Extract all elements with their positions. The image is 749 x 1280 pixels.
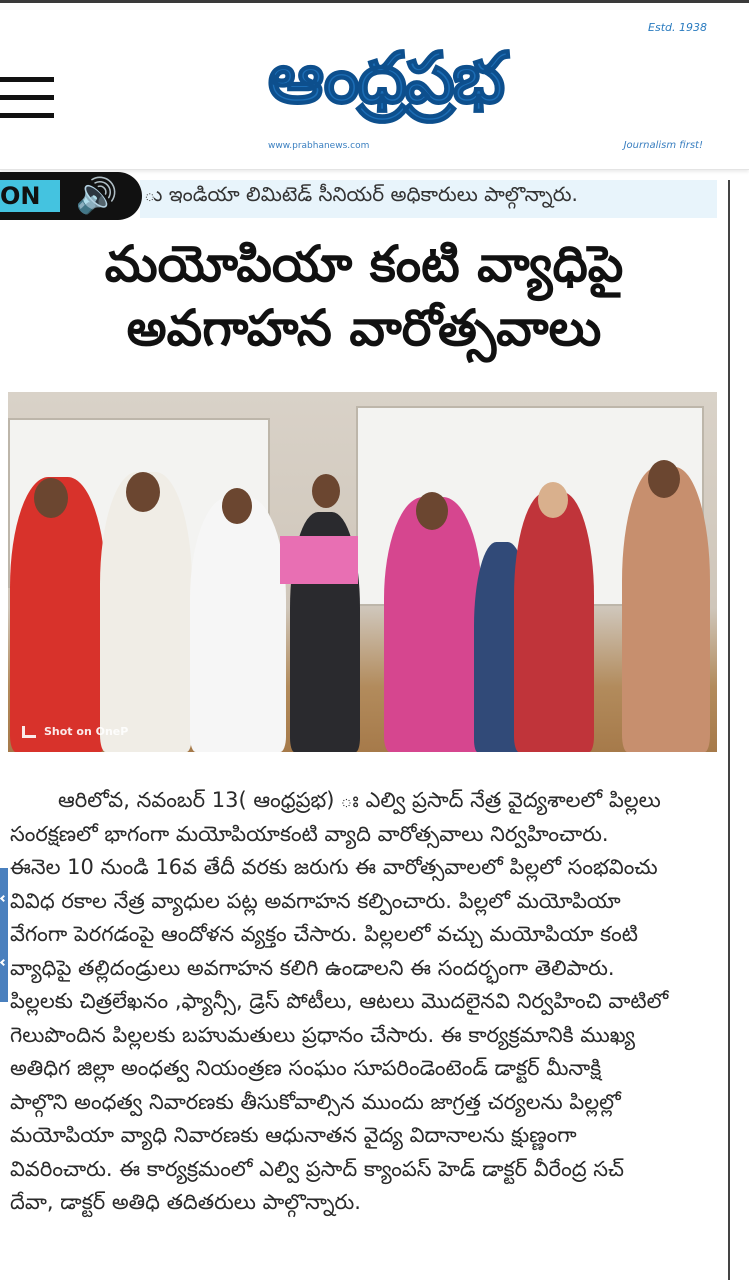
person-head <box>416 492 448 530</box>
article-line: అతిధిగ జిల్లా అంధత్వ నియంత్రణ సంఘం సూపరిండెంటెండ్ డాక్టర్ మీనాక్షి <box>10 1056 602 1080</box>
listen-label: ON <box>0 180 60 212</box>
person-head <box>126 472 160 512</box>
person-head <box>648 460 680 498</box>
watermark-text: Shot on OneP <box>44 725 129 738</box>
headline-line-2: అవగాహన వారోత్సవాలు <box>126 299 602 357</box>
chevron-left-icon <box>0 895 7 902</box>
app-header <box>0 3 749 170</box>
article-line: వివరించారు. ఈ కార్యక్రమంలో ఎల్వి ప్రసాద్ క్యాంపస్ హెడ్ డాక్టర్ వీరేంద్ర సచ్ <box>10 1156 624 1181</box>
chevron-left-icon <box>0 959 7 966</box>
article-line: పిల్లలకు చిత్రలేఖనం ,ఫ్యాన్సీ, డ్రెస్ పోటీలు, ఆటలు మొదలైనవి నిర్వహించి వాటిలో <box>10 989 669 1013</box>
listen-button[interactable] <box>0 172 142 220</box>
previous-article-strip: ు ఇండియా లిమిటెడ్ సీనియర్ అధికారులు పాల్గొన్నారు. <box>140 180 717 218</box>
newspaper-logo[interactable] <box>262 19 717 159</box>
established-year: Estd. 1938 <box>648 21 707 34</box>
article-line: సంరక్షణలో భాగంగా మయోపియాకంటి వ్యాది వారోత్సవాలు నిర్వహించారు. <box>10 821 609 846</box>
person <box>514 492 594 752</box>
speaker-icon: 🔊 <box>75 176 119 216</box>
article-headline <box>10 232 718 360</box>
article-line: ఈనెల 10 నుండి 16వ తేదీ వరకు జరుగు ఈ వారోత్సవాలలో పిల్లలో సంభవించు <box>10 855 658 879</box>
photo-watermark <box>22 725 128 738</box>
article-line: వ్యాధిపై తల్లిదండ్రులు అవగాహన కలిగి ఉండాలని ఈ సందర్భంగా తెలిపారు. <box>10 955 615 980</box>
article-line: గెలుపొందిన పిల్లలకు బహుమతులు ప్రధానం చేసారు. ఈ కార్యక్రమానికి ముఖ్య <box>10 1022 635 1047</box>
person-head <box>34 478 68 518</box>
person <box>190 497 286 752</box>
side-navigation-tab[interactable] <box>0 868 8 1002</box>
person <box>10 477 106 752</box>
article-line: మయోపియా వ్యాధి నివారణకు ఆధునాతన వైద్య విదానాలను క్షుణ్ణంగా <box>10 1123 577 1147</box>
person-head <box>538 482 568 518</box>
hamburger-menu-icon[interactable] <box>0 77 54 119</box>
article-line: పాల్గొని అంధత్వ నివారణకు తీసుకోవాల్సిన ముందు జాగ్రత్త చర్యలను పిల్లల్లో <box>10 1089 621 1114</box>
person <box>622 467 710 752</box>
column-divider <box>728 180 730 1280</box>
camera-logo-icon <box>22 726 36 738</box>
person-head <box>222 488 252 524</box>
tagline: Journalism first! <box>623 140 703 151</box>
article-line: వేగంగా పెరగడంపై ఆందోళన వ్యక్తం చేసారు. పిల్లలలో వచ్చు మయోపియా కంటి <box>10 922 638 946</box>
article-line: వివిధ రకాల నేత్ర వ్యాధుల పట్ల అవగాహన కల్పించారు. పిల్లలో మయోపియా <box>10 888 621 913</box>
logo-wordmark: ఆంధ్రప్రభ <box>268 37 504 119</box>
gift-box <box>280 536 358 584</box>
article-photo[interactable] <box>8 392 717 752</box>
headline-line-1: మయోపియా కంటి వ్యాధిపై <box>104 235 624 293</box>
person <box>384 497 482 752</box>
person <box>100 472 192 752</box>
article-line: ఆరిలోవ, నవంబర్ 13( ఆంధ్రప్రభ) ః ఎల్వి ప్రసాద్ నేత్ర వైద్యశాలలో పిల్లలు <box>58 788 661 812</box>
person-head <box>312 474 340 508</box>
website-url: www.prabhanews.com <box>268 141 370 151</box>
article-body <box>10 784 722 1220</box>
article-line: దేవా, డాక్టర్ అతిధి తదితరులు పాల్గొన్నారు. <box>10 1190 361 1214</box>
